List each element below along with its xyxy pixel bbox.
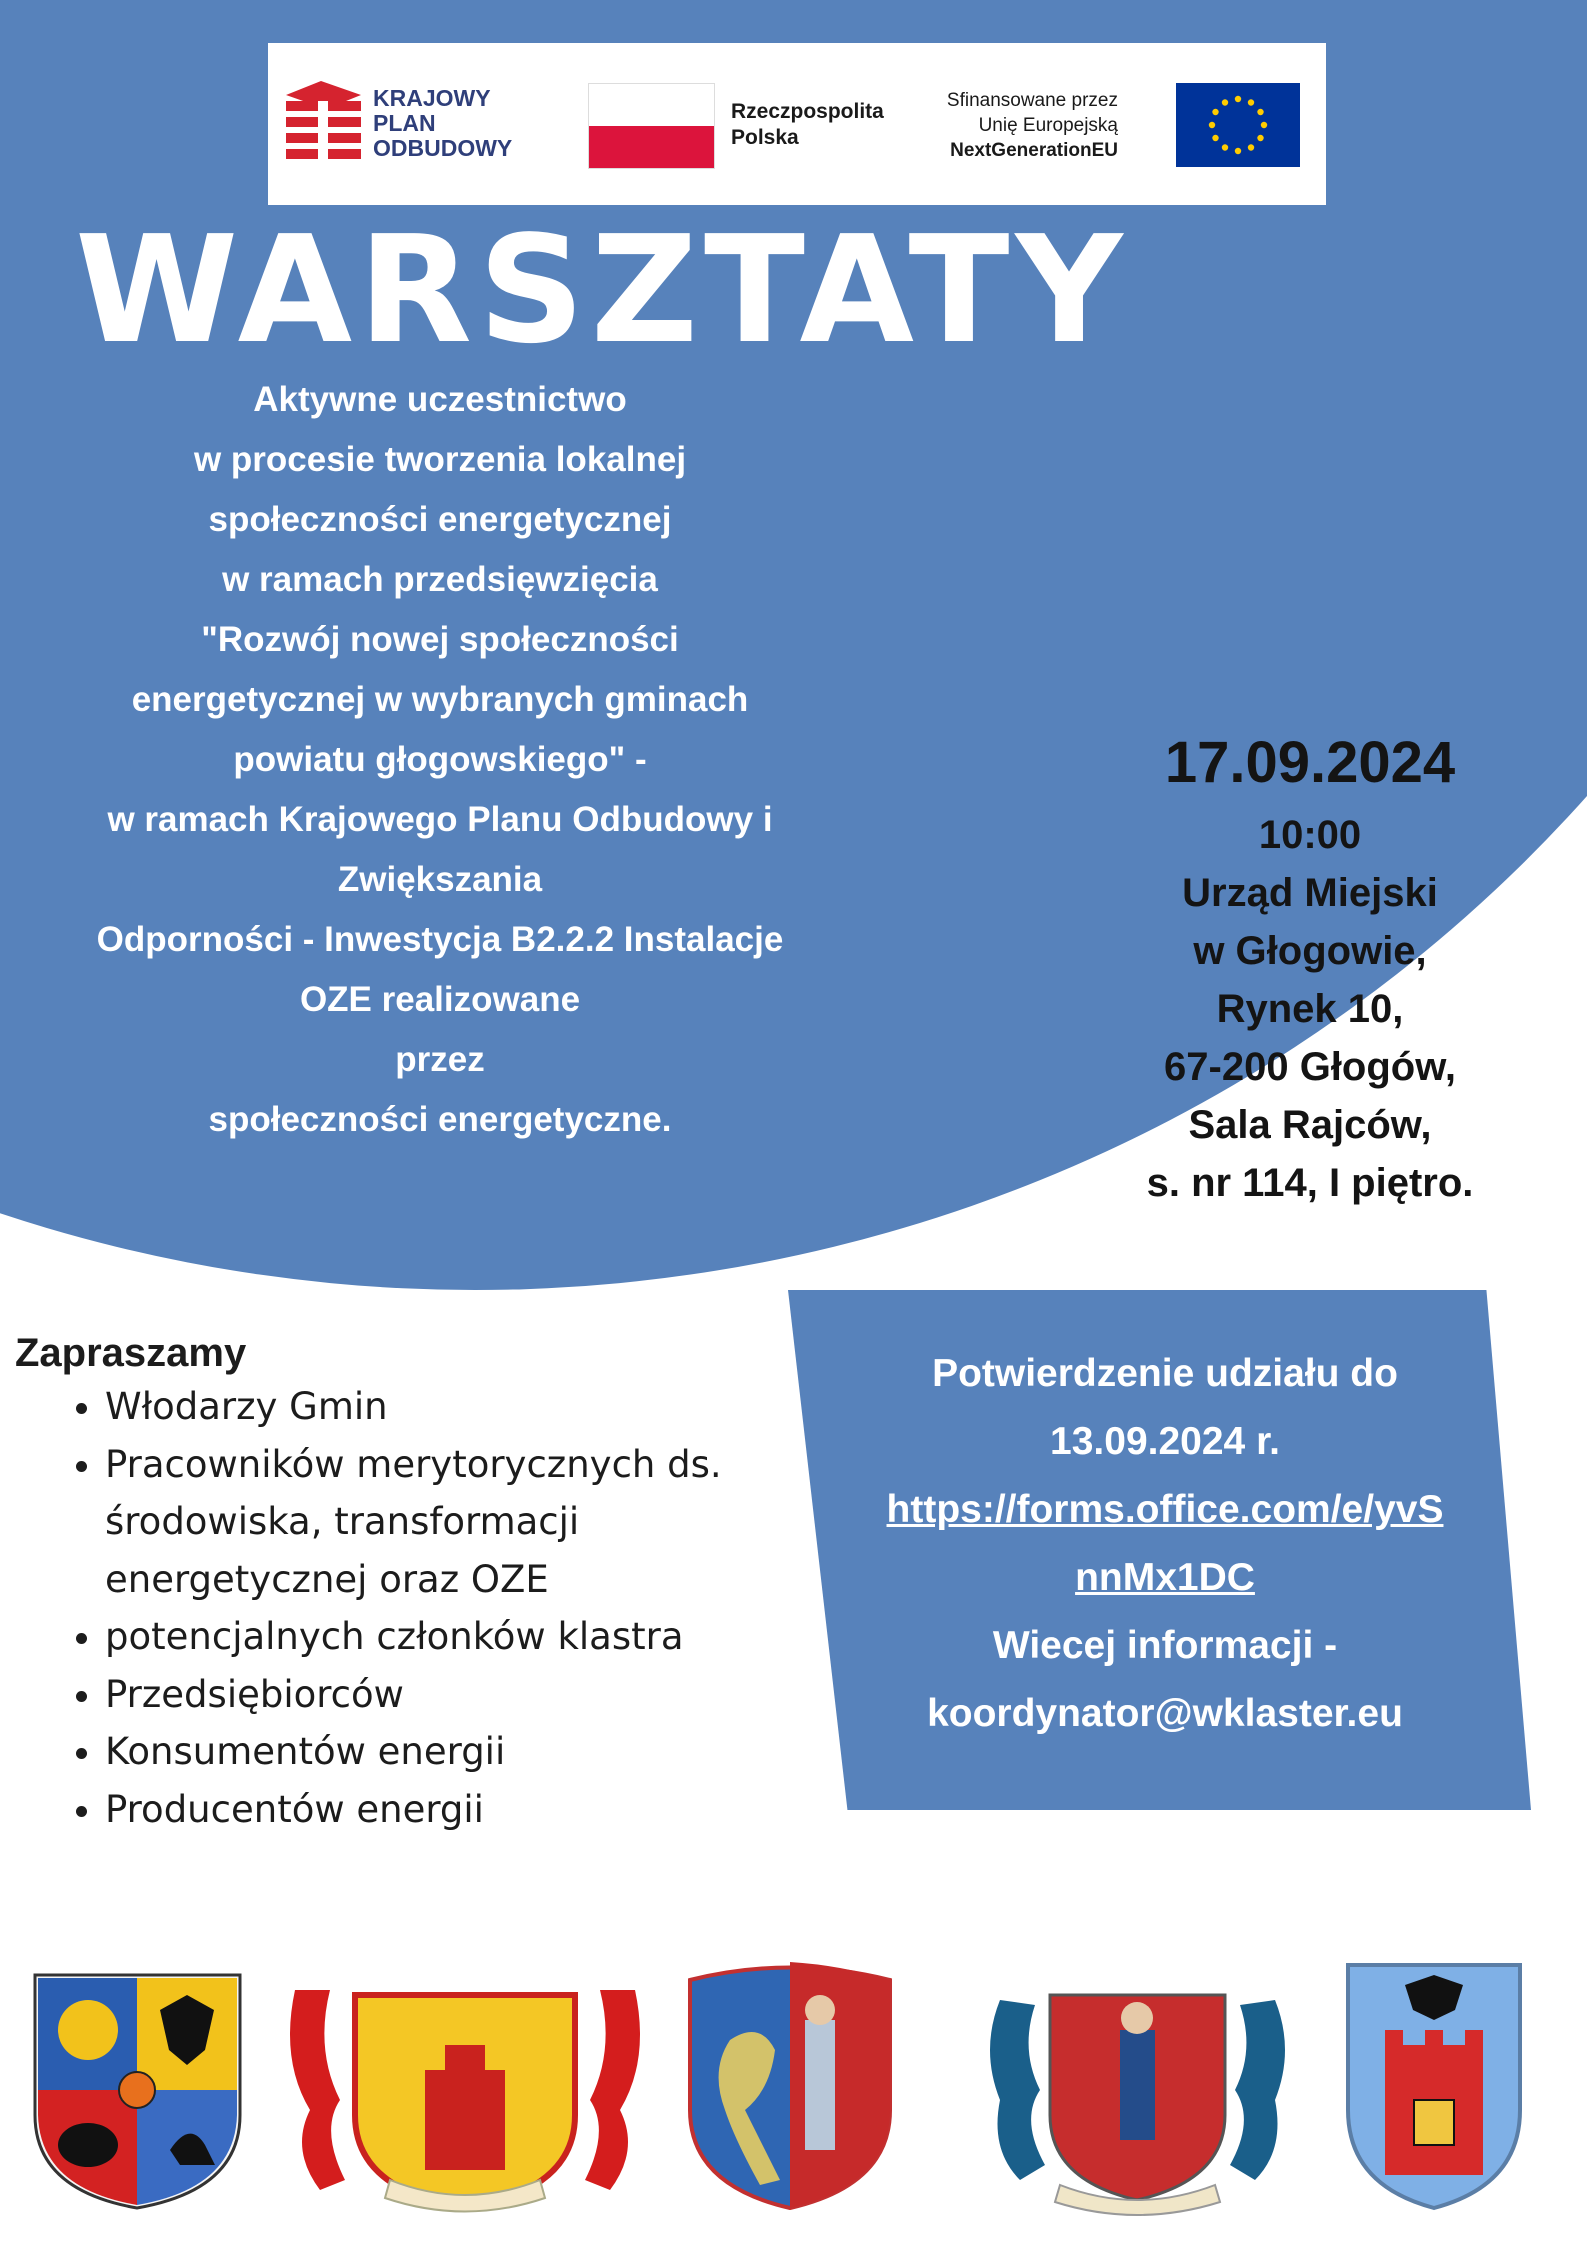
eu-flag-icon [1176,83,1300,167]
funding-logo-bar [268,43,1326,205]
list-item: • Włodarzy Gmin [105,1378,722,1436]
list-item-continuation: środowiska, transformacji [105,1500,580,1543]
eu-star [1257,135,1263,141]
workshop-description: Aktywne uczestnictwo w procesie tworzenia lokalnej społeczności energetycznej w ramach przedsięwzięcia "Rozwój nowej społeczności energetycznej w wybranych gminach powiatu głogowskiego" - w ramach Krajowego Planu Odbudowy i Zwiększania Odporności - Inwestycja B2.2.2 Instalacje OZE realizowane przez społeczności energetyczne. [96,380,784,1139]
contact-email[interactable]: koordynator@wklaster.eu [927,1692,1403,1735]
list-item: • Przedsiębiorców [105,1666,722,1724]
eu-star [1248,99,1254,105]
coat-of-arms-icon [990,1995,1285,2215]
event-time: 10:00 [1258,813,1362,857]
registration-link-continuation[interactable]: nnMx1DC [1075,1556,1255,1599]
eu-star [1248,144,1254,150]
list-item: • potencjalnych członków klastra [105,1608,722,1666]
confirmation-text: Potwierdzenie udziału do 13.09.2024 r. https://forms.office.com/e/yvS nnMx1DC Wiecej informacji - koordynator@wklaster.eu [815,1340,1515,1748]
eu-star [1235,96,1241,102]
rp-logo-text: Rzeczpospolita Polska [731,100,884,149]
coat-of-arms-icon [35,1975,240,2208]
event-venue: Urząd Miejski [1182,871,1438,915]
coat-of-arms-row [0,1950,1587,2220]
registration-link[interactable]: https://forms.office.com/e/yvS [886,1488,1444,1531]
event-city: w Głogowie, [1193,929,1427,973]
eu-star [1222,99,1228,105]
confirmation-deadline: 13.09.2024 r. [1050,1420,1280,1463]
list-item: • Producentów energii [105,1781,722,1839]
eu-star [1212,109,1218,115]
poland-flag-icon [588,83,715,169]
event-street: Rynek 10, [1216,987,1404,1031]
event-date: 17.09.2024 [1164,730,1456,795]
coat-of-arms-icon [290,1990,640,2212]
event-floor: s. nr 114, I piętro. [1146,1161,1474,1205]
invitation-list [15,1328,722,1838]
list-item: • Pracowników merytorycznych ds. [105,1436,722,1494]
event-postcode: 67-200 Głogów, [1164,1045,1456,1089]
eu-star [1212,135,1218,141]
list-item-continuation: energetycznej oraz OZE [105,1557,549,1601]
eu-funding-text: Sfinansowane przez Unię Europejską NextGenerationEU [946,90,1118,161]
kpo-logo-icon [286,81,361,166]
eu-star [1261,122,1267,128]
event-room: Sala Rajców, [1188,1103,1432,1147]
list-item: • Konsumentów energii [105,1723,722,1781]
eu-star [1257,109,1263,115]
page-title: WARSZTATY [75,204,1129,376]
coat-of-arms-icon [1348,1965,1520,2208]
event-details [1100,720,1520,1212]
eu-star [1222,144,1228,150]
coat-of-arms-icon [690,1962,890,2208]
kpo-logo-text: KRAJOWY PLAN ODBUDOWY [373,85,513,161]
invitee-list [15,1378,722,1838]
eu-star [1209,122,1215,128]
eu-star [1235,148,1241,154]
invitation-heading: Zapraszamy [15,1331,247,1375]
